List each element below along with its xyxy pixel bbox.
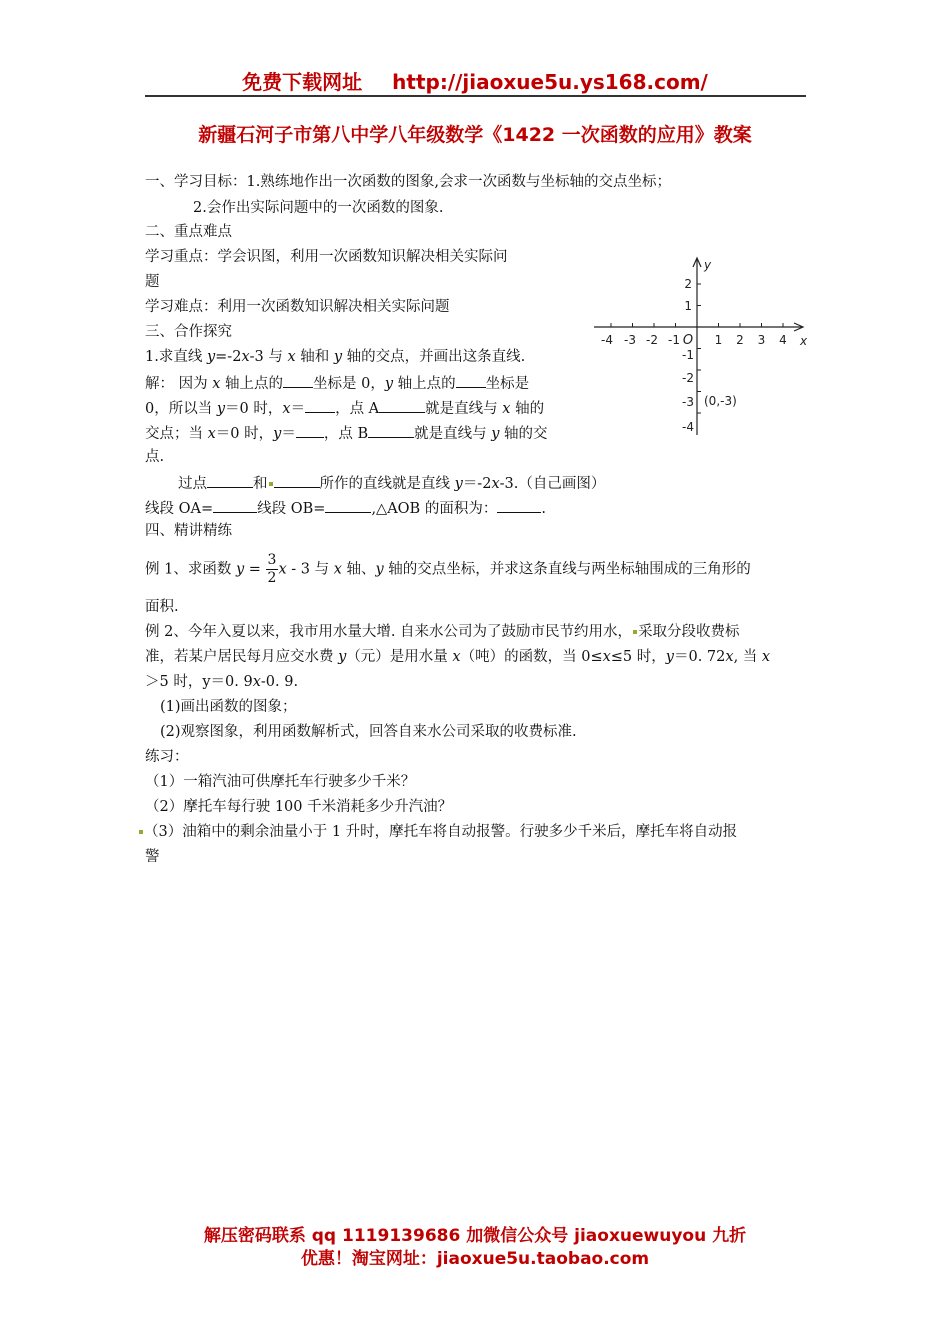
x-tick-label: 1 xyxy=(714,333,723,347)
practice-2: （2）摩托车每行驶 100 千米消耗多少升汽油？ xyxy=(145,799,453,815)
y-tick-label: -3 xyxy=(682,395,694,409)
blank-field[interactable] xyxy=(274,472,320,488)
header-label: 免费下载网址 xyxy=(242,70,363,94)
question-1: 1.求直线 y=-2x-3 与 x 轴和 y 轴的交点，并画出这条直线. xyxy=(145,349,526,365)
blank-field[interactable] xyxy=(207,472,253,488)
fraction-three-halves: $\frac{3}{2}$ xyxy=(267,552,277,586)
x-tick-label: -3 xyxy=(624,333,636,347)
x-tick-label: -2 xyxy=(646,333,658,347)
blank-field[interactable] xyxy=(497,497,541,513)
blank-field[interactable] xyxy=(305,397,335,413)
through-points-line: 过点 和 所作的直线就是直线 y＝-2x-3.（自己画图） xyxy=(178,472,605,494)
y-tick-label: 1 xyxy=(684,299,692,313)
practice-heading: 练习： xyxy=(145,749,189,765)
blank-field[interactable] xyxy=(379,397,425,413)
y-axis-label: y xyxy=(704,258,712,272)
example-2-line-1: 例 2、今年入夏以来，我市用水量大增. 自来水公司为了鼓励市民节约用水， 采取分段收费标 xyxy=(145,624,740,640)
x-tick-label: -1 xyxy=(668,333,680,347)
difficulty-line: 学习难点：利用一次函数知识解决相关实际问题 xyxy=(145,299,450,315)
x-tick-label: 4 xyxy=(779,333,787,347)
segments-line: 线段 OA= 线段 OB= ,△AOB 的面积为： . xyxy=(145,497,546,519)
point-label: (0,-3) xyxy=(704,394,737,408)
solution-line-4: 点. xyxy=(145,449,165,465)
blank-field[interactable] xyxy=(368,422,414,438)
footer-line-1: 解压密码联系 qq 1119139686 加微信公众号 jiaoxuewuyou 九折 xyxy=(203,1226,747,1246)
example-2-sub-1: (1)画出函数的图象； xyxy=(160,699,297,715)
example-1-line-2: 面积. xyxy=(145,599,179,615)
coordinate-graph xyxy=(590,255,810,440)
example-2-sub-2: (2)观察图象，利用函数解析式，回答自来水公司采取的收费标准. xyxy=(160,724,577,740)
example-2-line-2: 准，若某户居民每月应交水费 y（元）是用水量 x（吨）的函数，当 0≤x≤5 时，y＝0. 72x, 当 x xyxy=(145,649,771,665)
blank-field[interactable] xyxy=(213,497,257,513)
practice-1: （1）一箱汽油可供摩托车行驶多少千米？ xyxy=(145,774,416,790)
blank-field[interactable] xyxy=(325,497,371,513)
x-tick-label: 2 xyxy=(736,333,744,347)
solution-line-2: 0，所以当 y＝0 时，x＝ ，点 A 就是直线与 x 轴的 xyxy=(145,397,544,419)
key-point-line-1: 学习重点：学会识图，利用一次函数知识解决相关实际问 xyxy=(145,249,508,265)
example-2-line-3: ＞5 时，y＝0. 9x-0. 9. xyxy=(145,674,299,690)
section4-heading: 四、精讲精练 xyxy=(145,523,232,539)
x-tick-label: 3 xyxy=(757,333,766,347)
key-point-line-2: 题 xyxy=(145,274,160,290)
origin-label: O xyxy=(682,333,694,348)
x-axis-label: x xyxy=(800,334,808,348)
y-tick-label: 2 xyxy=(684,277,692,291)
blank-field[interactable] xyxy=(296,422,324,438)
page-header xyxy=(0,66,950,95)
document-title: 新疆石河子市第八中学八年级数学《1422 一次函数的应用》教案 xyxy=(198,124,752,146)
header-rule xyxy=(145,95,806,97)
footer-line-2: 优惠！淘宝网址：jiaoxue5u.taobao.com xyxy=(300,1249,650,1269)
example-1-line-1: 例 1、求函数 y = $\frac{3}{2}$ x - 3 与 x 轴、y 轴的交点坐标，并求这条直线与两坐标轴围成的三角形的 xyxy=(145,552,751,586)
solution-line-1: 解： 因为 x 轴上点的 坐标是 0，y 轴上点的 坐标是 xyxy=(145,372,529,394)
section2-heading: 二、重点难点 xyxy=(145,224,232,240)
practice-3-line-2: 警 xyxy=(145,849,160,865)
section3-heading: 三、合作探究 xyxy=(145,324,232,340)
goals-line-1 xyxy=(145,172,671,192)
practice-3-line-1: （3）油箱中的剩余油量小于 1 升时，摩托车将自动报警。行驶多少千米后，摩托车将自动报 xyxy=(145,822,737,842)
blank-field[interactable] xyxy=(456,372,486,388)
header-url-link[interactable]: http://jiaoxue5u.ys168.com/ xyxy=(392,70,708,94)
blank-field[interactable] xyxy=(283,372,313,388)
y-tick-label: -4 xyxy=(682,420,694,434)
goal-1: 1.熟练地作出一次函数的图象,会求一次函数与坐标轴的交点坐标； xyxy=(246,174,671,190)
solution-line-3: 交点；当 x＝0 时，y＝ ，点 B 就是直线与 y 轴的交 xyxy=(145,422,548,444)
section1-heading: 一、学习目标： xyxy=(145,174,247,190)
y-tick-label: -2 xyxy=(682,371,694,385)
y-tick-label: -1 xyxy=(682,348,694,362)
x-tick-label: -4 xyxy=(601,333,613,347)
goal-2: 2.会作出实际问题中的一次函数的图象. xyxy=(193,200,444,216)
